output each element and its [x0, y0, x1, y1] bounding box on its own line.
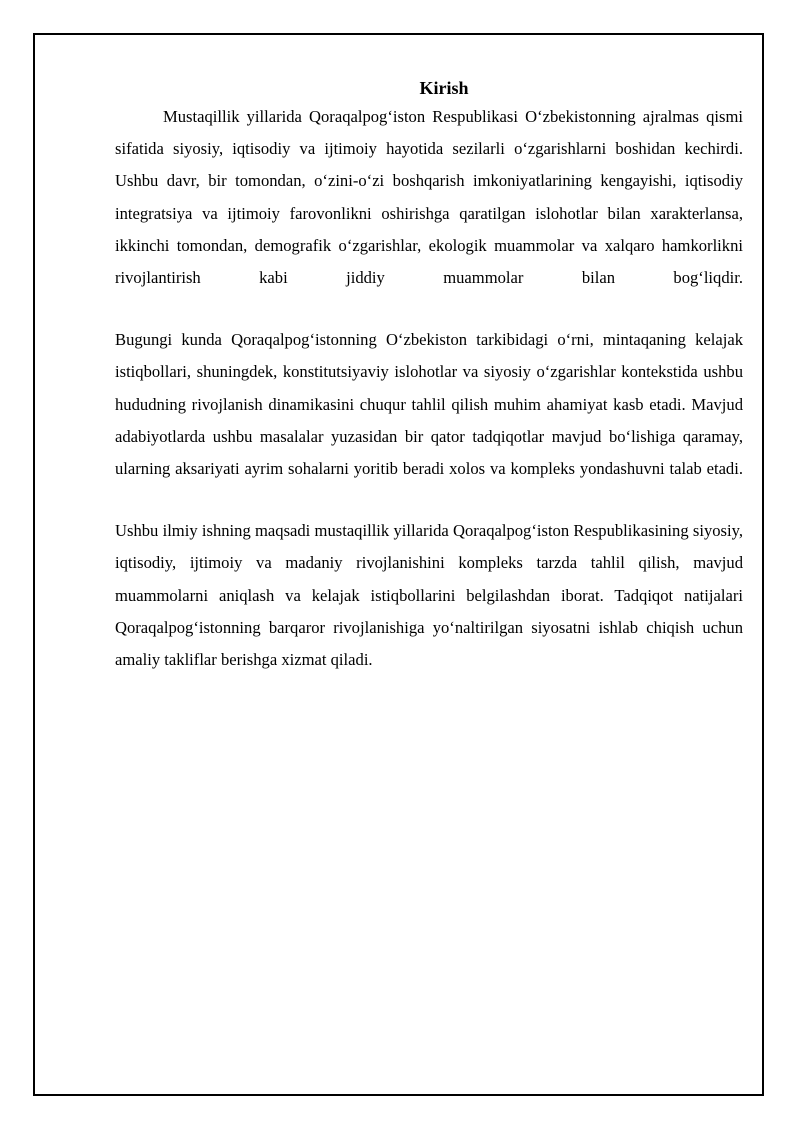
paragraph-spacer [115, 294, 743, 324]
document-body [115, 75, 743, 676]
paragraph-2: Bugungi kunda Qoraqalpog‘istonning O‘zbekiston tarkibidagi o‘rni, mintaqaning kelajak istiqbollari, shuningdek, konstitutsiyaviy islohotlar va siyosiy o‘zgarishlar kontekstida ushbu hududning rivojlanish dinamikasini chuqur tahlil qilish muhim ahamiyat kasb etadi. Mavjud adabiyotlarda ushbu masalalar yuzasidan bir qator tadqiqotlar mavjud bo‘lishiga qaramay, ularning aksariyati ayrim sohalarni yoritib beradi xolos va kompleks yondashuvni talab etadi. [115, 330, 743, 479]
paragraph-3: Ushbu ilmiy ishning maqsadi mustaqillik yillarida Qoraqalpog‘iston Respublikasining siyosiy, iqtisodiy, ijtimoiy va madaniy rivojlanishini kompleks tarzda tahlil qilish, mavjud muammolarni aniqlash va kelajak istiqbollarini belgilashdan iborat. Tadqiqot natijalari Qoraqalpog‘istonning barqaror rivojlanishiga yo‘naltirilgan siyosatni ishlab chiqish uchun amaliy takliflar berishga xizmat qiladi. [115, 521, 743, 670]
paragraph-spacer [115, 485, 743, 515]
paragraph-1: Mustaqillik yillarida Qoraqalpog‘iston Respublikasi O‘zbekistonning ajralmas qismi sifatida siyosiy, iqtisodiy va ijtimoiy hayotida sezilarli o‘zgarishlarni boshidan kechirdi. Ushbu davr, bir tomondan, o‘zini-o‘zi boshqarish imkoniyatlarining kengayishi, iqtisodiy integratsiya va ijtimoiy farovonlikni oshirishga qaratilgan islohotlar bilan xarakterlansa, ikkinchi tomondan, demografik o‘zgarishlar, ekologik muammolar va xalqaro hamkorlikni rivojlantirish kabi jiddiy muammolar bilan bog‘liqdir. [115, 107, 743, 288]
document-title: Kirish [419, 78, 469, 98]
